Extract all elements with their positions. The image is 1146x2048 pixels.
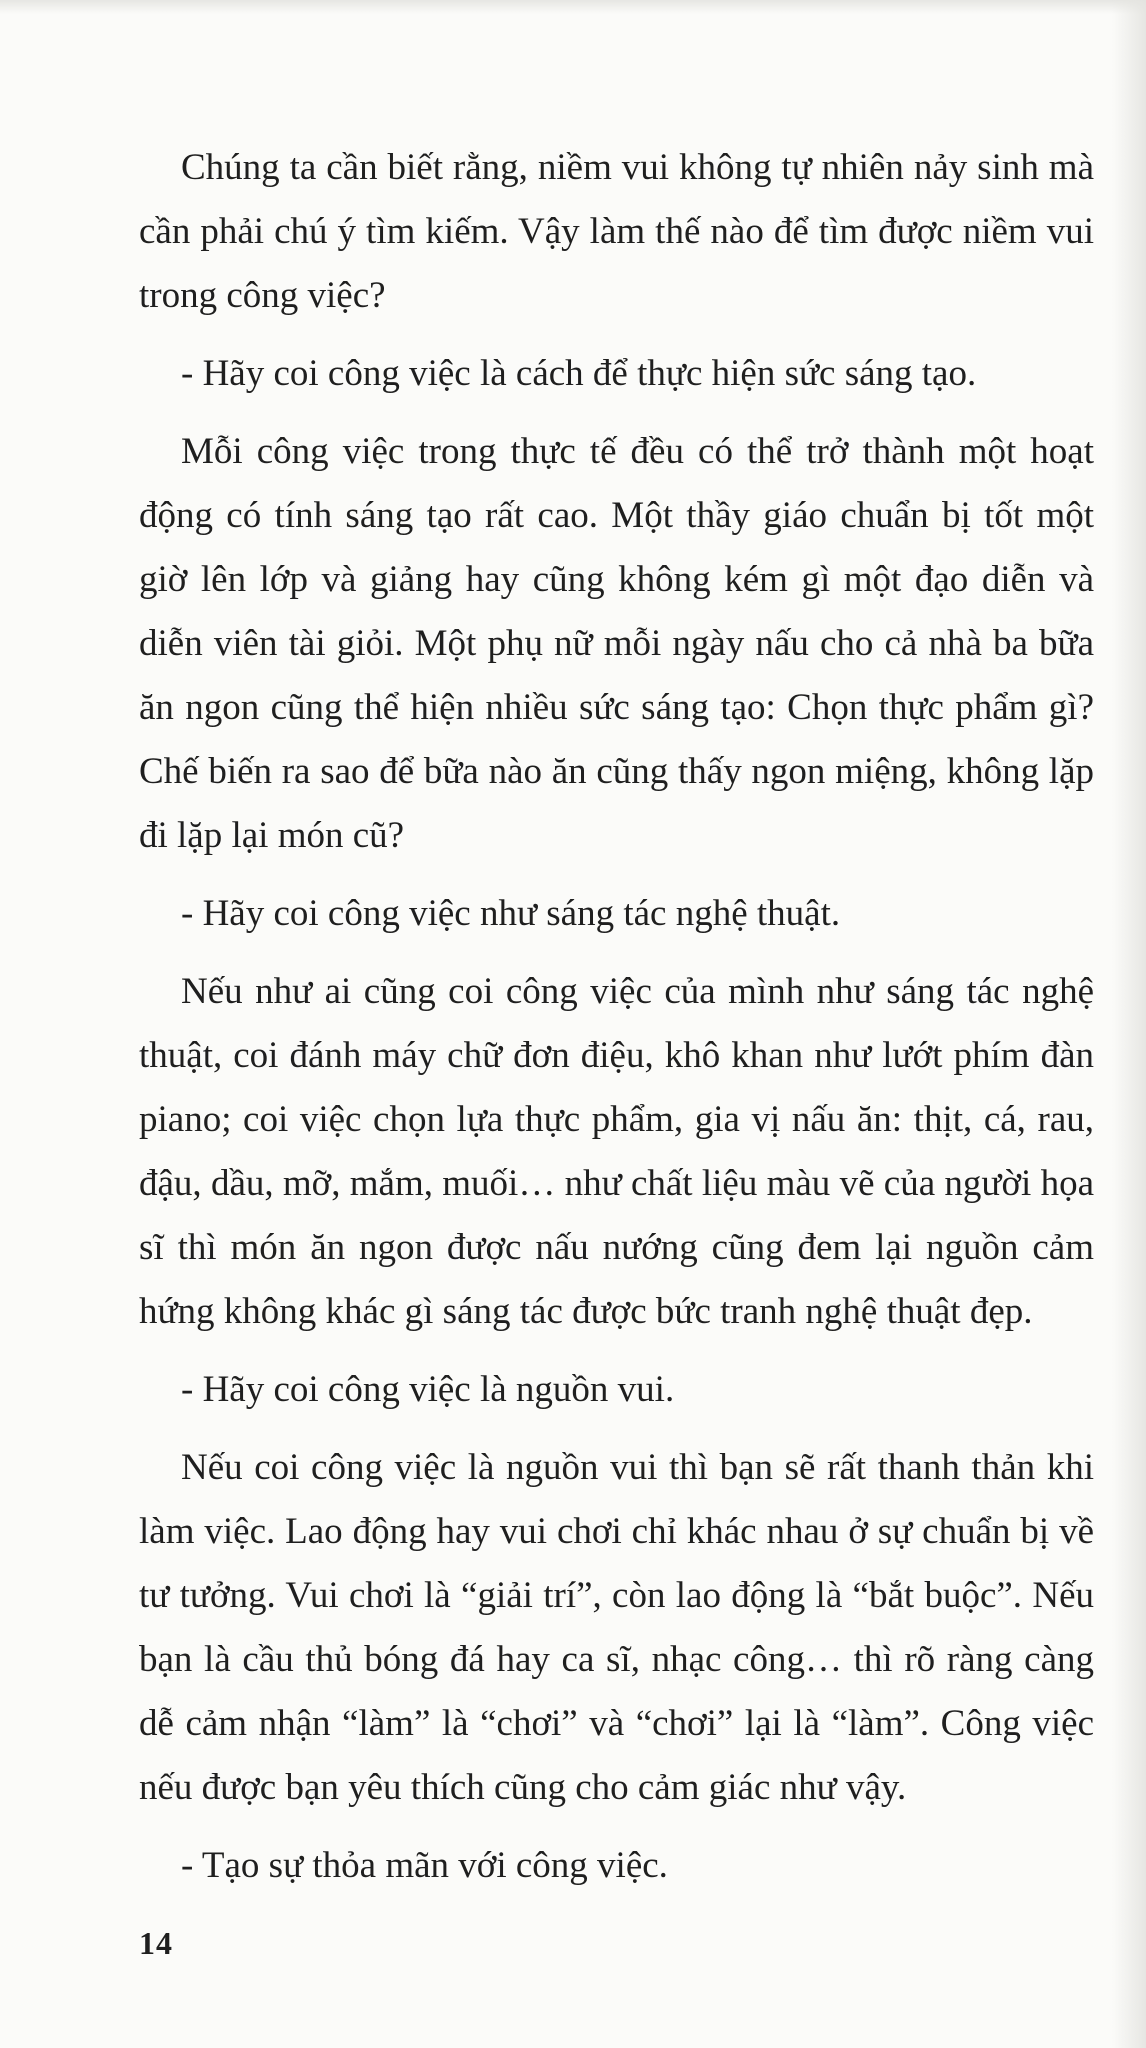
bullet-heading: - Hãy coi công việc như sáng tác nghệ thuật. bbox=[181, 893, 841, 934]
body-text bbox=[139, 136, 1094, 1912]
page-number: 14 bbox=[139, 1925, 173, 1961]
page-edge-shadow-top bbox=[0, 0, 1146, 14]
bullet-heading: - Tạo sự thỏa mãn với công việc. bbox=[181, 1845, 668, 1886]
paragraph: Nếu như ai cũng coi công việc của mình như sáng tác nghệ thuật, coi đánh máy chữ đơn điệu, khô khan như lướt phím đàn piano; coi việc chọn lựa thực phẩm, gia vị nấu ăn: thịt, cá, rau, đậu, dầu, mỡ, mắm, muối… như chất liệu màu vẽ của người họa sĩ thì món ăn ngon được nấu nướng cũng đem lại nguồn cảm hứng không khác gì sáng tác được bức tranh nghệ thuật đẹp. bbox=[139, 971, 1094, 1332]
page-edge-shadow-right bbox=[1112, 0, 1146, 2048]
bullet-heading: - Hãy coi công việc là cách để thực hiện sức sáng tạo. bbox=[181, 353, 977, 394]
paragraph: Chúng ta cần biết rằng, niềm vui không tự nhiên nảy sinh mà cần phải chú ý tìm kiếm. Vậy làm thế nào để tìm được niềm vui trong công việc? bbox=[139, 147, 1094, 316]
paragraph: Mỗi công việc trong thực tế đều có thể trở thành một hoạt động có tính sáng tạo rất cao. Một thầy giáo chuẩn bị tốt một giờ lên lớp và giảng hay cũng không kém gì một đạo diễn và diễn viên tài giỏi. Một phụ nữ mỗi ngày nấu cho cả nhà ba bữa ăn ngon cũng thể hiện nhiều sức sáng tạo: Chọn thực phẩm gì? Chế biến ra sao để bữa nào ăn cũng thấy ngon miệng, không lặp đi lặp lại món cũ? bbox=[139, 431, 1094, 856]
bullet-heading: - Hãy coi công việc là nguồn vui. bbox=[181, 1369, 675, 1410]
paragraph: Nếu coi công việc là nguồn vui thì bạn sẽ rất thanh thản khi làm việc. Lao động hay vui chơi chỉ khác nhau ở sự chuẩn bị về tư tưởng. Vui chơi là “giải trí”, còn lao động là “bắt buộc”. Nếu bạn là cầu thủ bóng đá hay ca sĩ, nhạc công… thì rõ ràng càng dễ cảm nhận “làm” là “chơi” và “chơi” lại là “làm”. Công việc nếu được bạn yêu thích cũng cho cảm giác như vậy. bbox=[139, 1447, 1094, 1808]
